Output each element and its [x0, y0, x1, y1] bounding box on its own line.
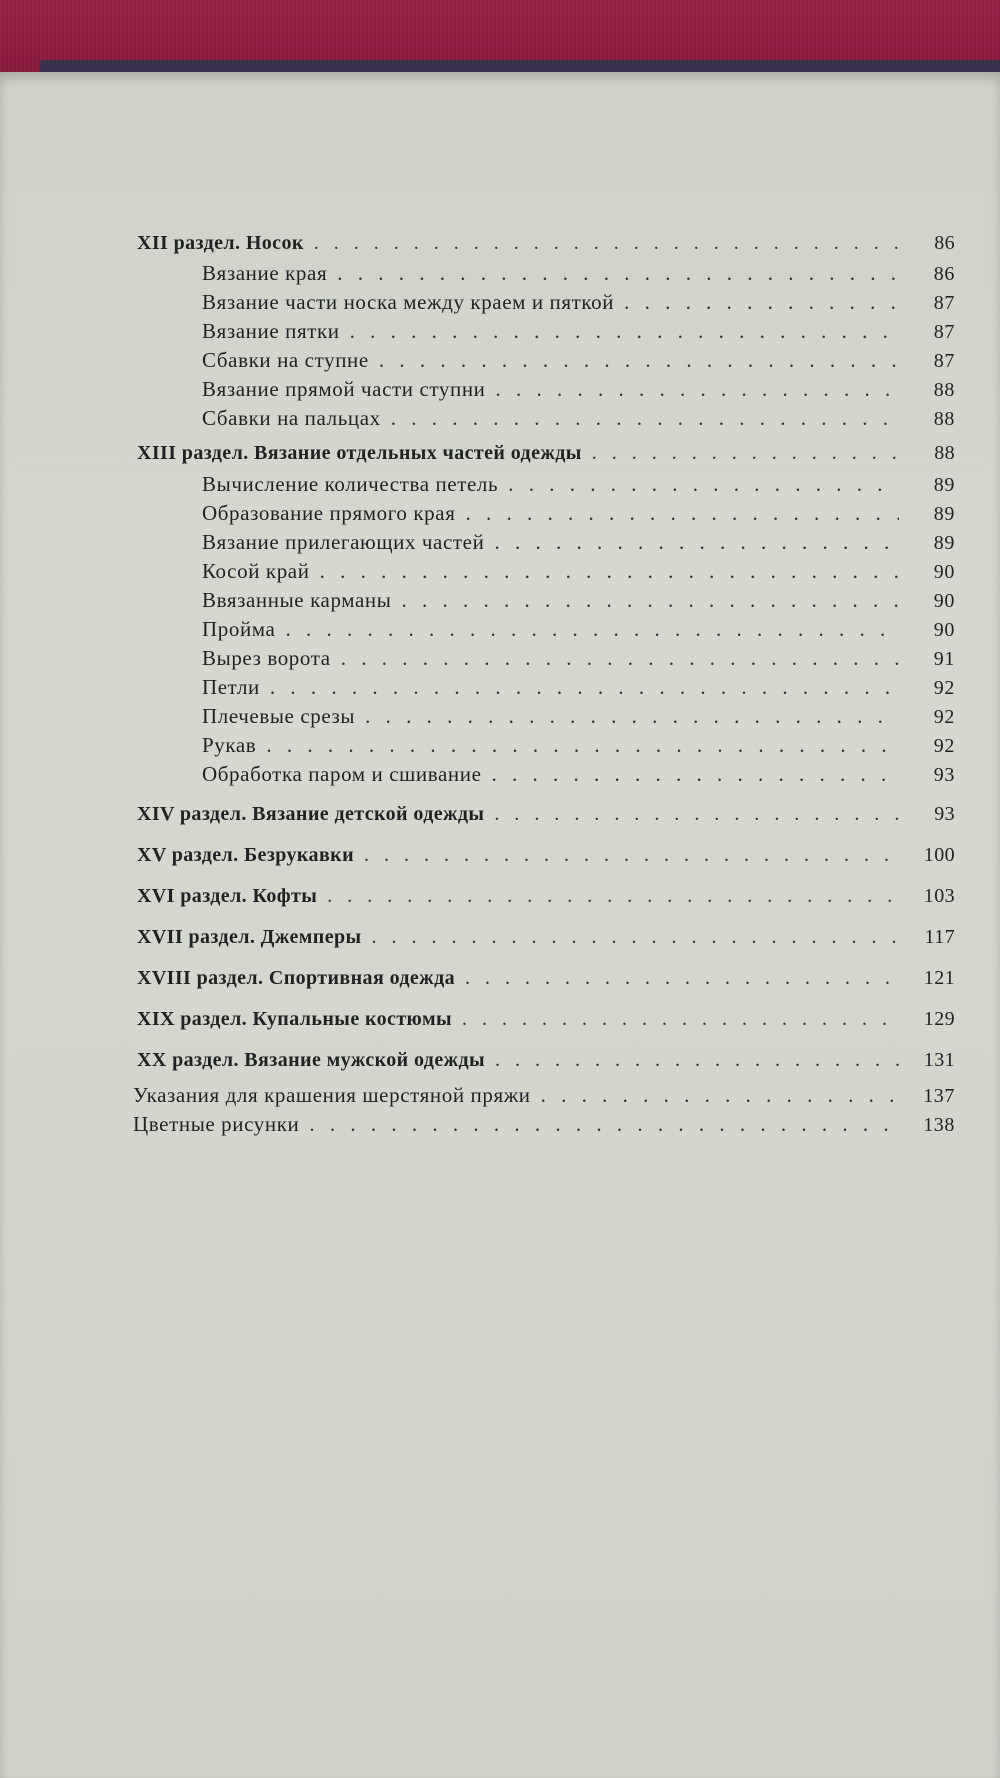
- book-page: [0, 72, 1000, 1778]
- toc-dot-leader: [592, 442, 899, 465]
- toc-page-number: 91: [933, 648, 955, 670]
- toc-entry: [202, 319, 955, 349]
- toc-page-number: 93: [933, 764, 955, 786]
- toc-entry: [202, 406, 955, 436]
- toc-entry: [202, 261, 955, 291]
- toc-entry: [202, 704, 955, 734]
- toc-entry: [133, 1083, 955, 1113]
- toc-page-number: 86: [934, 232, 955, 254]
- toc-entry-title: Вязание прямой части ступни: [202, 377, 486, 401]
- toc-entry-title: Обработка паром и сшивание: [202, 762, 482, 786]
- toc-entry-title: Указания для крашения шерстяной пряжи: [133, 1083, 531, 1107]
- toc-page-number: 90: [933, 561, 955, 583]
- toc-entry: [202, 290, 955, 320]
- toc-entry-title: Цветные рисунки: [133, 1112, 300, 1136]
- toc-entry-title: XIX раздел. Купальные костюмы: [137, 1008, 453, 1030]
- toc-dot-leader: [391, 406, 899, 431]
- toc-entry-title: Петли: [202, 675, 260, 699]
- toc-dot-leader: [285, 617, 899, 642]
- toc-page-number: 103: [923, 885, 955, 907]
- toc-page-number: 90: [933, 619, 955, 641]
- toc-entry-title: Пройма: [202, 617, 276, 641]
- toc-page-number: 87: [933, 350, 955, 372]
- toc-dot-leader: [309, 1112, 899, 1137]
- toc-dot-leader: [320, 559, 899, 584]
- toc-entry: [202, 762, 955, 792]
- toc-entry-title: XX раздел. Вязание мужской одежды: [137, 1049, 486, 1071]
- toc-entry: [202, 530, 955, 560]
- toc-entry: [202, 617, 955, 647]
- toc-dot-leader: [270, 675, 899, 700]
- toc-entry: [202, 348, 955, 378]
- toc-section-entry: [137, 803, 955, 833]
- toc-page-number: 93: [934, 803, 955, 825]
- toc-entry-title: Плечевые срезы: [202, 704, 356, 728]
- toc-entry-title: Образование прямого края: [202, 501, 456, 525]
- toc-entry-title: XVIII раздел. Спортивная одежда: [137, 967, 456, 989]
- toc-dot-leader: [491, 762, 899, 787]
- toc-section-entry: [137, 844, 955, 874]
- toc-entry-title: Вязание части носка между краем и пяткой: [202, 290, 615, 314]
- toc-dot-leader: [365, 704, 899, 729]
- toc-entry-title: Сбавки на ступне: [202, 348, 369, 372]
- toc-dot-leader: [364, 844, 899, 867]
- toc-dot-leader: [495, 1049, 899, 1072]
- toc-page-number: 86: [933, 263, 955, 285]
- toc-section-entry: [137, 926, 955, 956]
- toc-dot-leader: [327, 885, 899, 908]
- toc-entry-title: Вязание пятки: [202, 319, 340, 343]
- toc-dot-leader: [314, 232, 899, 255]
- toc-dot-leader: [496, 377, 899, 402]
- toc-entry-title: Косой край: [202, 559, 310, 583]
- toc-dot-leader: [465, 501, 899, 526]
- toc-entry-title: Рукав: [202, 733, 257, 757]
- toc-entry-title: XIV раздел. Вязание детской одежды: [137, 803, 485, 825]
- toc-page-number: 117: [924, 926, 955, 948]
- toc-section-entry: [137, 1049, 955, 1079]
- toc-dot-leader: [541, 1083, 899, 1108]
- toc-entry: [202, 377, 955, 407]
- toc-entry: [202, 646, 955, 676]
- toc-entry: [202, 733, 955, 763]
- toc-page-number: 89: [933, 532, 955, 554]
- toc-entry-title: Вязание прилегающих частей: [202, 530, 485, 554]
- toc-page-number: 92: [933, 677, 955, 699]
- toc-page-number: 88: [933, 408, 955, 430]
- toc-dot-leader: [624, 290, 899, 315]
- toc-page-number: 92: [933, 735, 955, 757]
- toc-page-number: 137: [923, 1085, 955, 1107]
- toc-entry: [202, 472, 955, 502]
- toc-page-number: 87: [933, 321, 955, 343]
- toc-entry: [202, 675, 955, 705]
- toc-page-number: 89: [933, 503, 955, 525]
- toc-page-number: 121: [923, 967, 955, 989]
- toc-section-entry: [137, 1008, 955, 1038]
- toc-page-number: 88: [933, 379, 955, 401]
- toc-page-number: 88: [934, 442, 955, 464]
- toc-section-entry: [137, 967, 955, 997]
- toc-page-number: 90: [933, 590, 955, 612]
- toc-dot-leader: [350, 319, 899, 344]
- toc-entry: [202, 501, 955, 531]
- toc-entry-title: XIII раздел. Вязание отдельных частей одежды: [137, 442, 582, 464]
- toc-page-number: 129: [923, 1008, 955, 1030]
- toc-dot-leader: [462, 1008, 899, 1031]
- toc-page-number: 92: [933, 706, 955, 728]
- toc-section-entry: [137, 232, 955, 262]
- toc-entry: [202, 559, 955, 589]
- toc-page-number: 100: [923, 844, 955, 866]
- toc-entry-title: XII раздел. Носок: [137, 232, 304, 254]
- toc-dot-leader: [337, 261, 899, 286]
- toc-dot-leader: [494, 530, 899, 555]
- toc-dot-leader: [266, 733, 899, 758]
- toc-dot-leader: [379, 348, 899, 373]
- toc-entry-title: Вырез ворота: [202, 646, 331, 670]
- toc-entry-title: XV раздел. Безрукавки: [137, 844, 355, 866]
- toc-dot-leader: [465, 967, 899, 990]
- toc-page-number: 131: [923, 1049, 955, 1071]
- toc-section-entry: [137, 442, 955, 472]
- toc-page-number: 87: [933, 292, 955, 314]
- toc-dot-leader: [372, 926, 899, 949]
- toc-entry-title: XVII раздел. Джемперы: [137, 926, 362, 948]
- toc-dot-leader: [401, 588, 899, 613]
- toc-section-entry: [137, 885, 955, 915]
- toc-entry-title: Вязание края: [202, 261, 328, 285]
- toc-dot-leader: [508, 472, 899, 497]
- toc-entry: [202, 588, 955, 618]
- toc-page-number: 89: [933, 474, 955, 496]
- toc-entry-title: XVI раздел. Кофты: [137, 885, 318, 907]
- toc-entry-title: Вычисление количества петель: [202, 472, 499, 496]
- toc-entry-title: Сбавки на пальцах: [202, 406, 381, 430]
- toc-dot-leader: [494, 803, 899, 826]
- toc-page-number: 138: [923, 1114, 955, 1136]
- toc-dot-leader: [341, 646, 899, 671]
- toc-entry: [133, 1112, 955, 1142]
- toc-entry-title: Ввязанные карманы: [202, 588, 392, 612]
